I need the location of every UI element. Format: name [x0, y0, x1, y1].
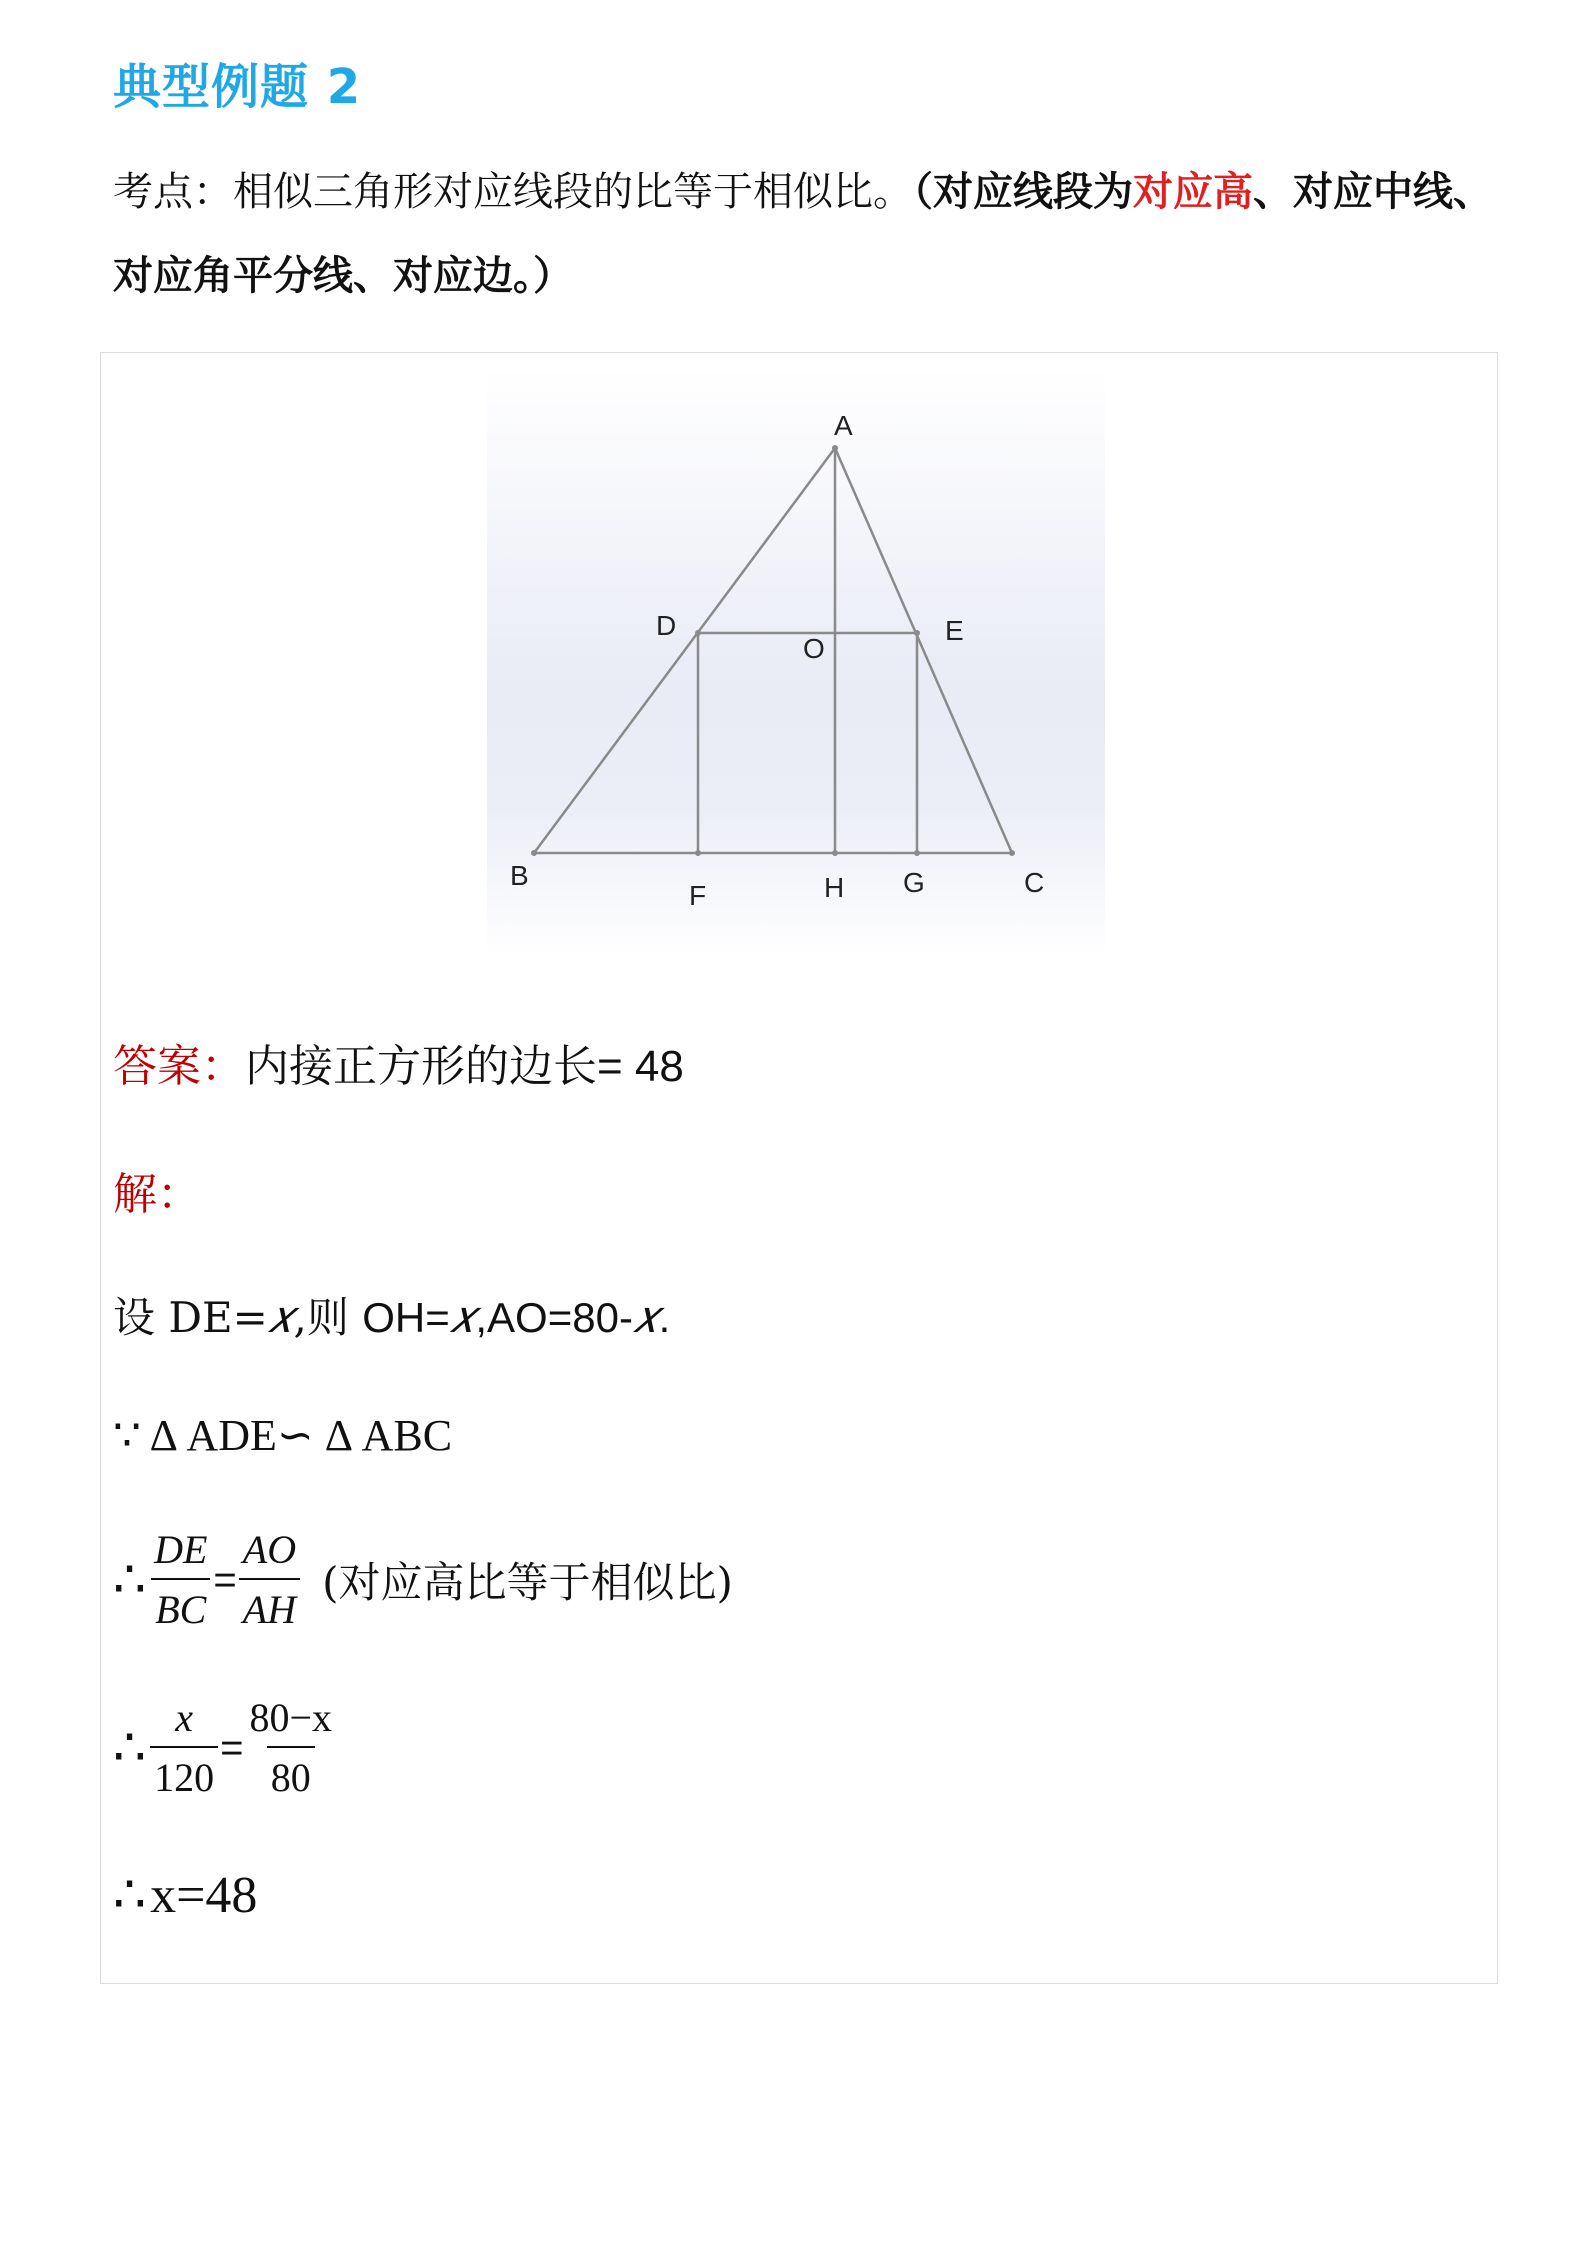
label-f: F — [689, 880, 707, 911]
denominator-80: 80 — [267, 1746, 315, 1798]
label-o: O — [803, 633, 825, 664]
fraction-ao-ah — [239, 1527, 300, 1632]
label-h: H — [824, 872, 845, 903]
page-title: 典型例题 2 — [113, 59, 362, 115]
denominator-bc: BC — [151, 1578, 210, 1630]
numerator-x: x — [175, 1695, 193, 1740]
setup-then: ,则 — [293, 1293, 363, 1342]
ratio-step — [113, 1527, 733, 1632]
answer-value: = 48 — [597, 1042, 684, 1091]
substitution-step — [113, 1695, 336, 1800]
denominator-120: 120 — [150, 1746, 218, 1798]
label-e: E — [945, 615, 964, 646]
equals-sign: = — [213, 1557, 237, 1602]
label-g: G — [903, 867, 925, 898]
setup-x3: 𝑥 — [632, 1291, 659, 1342]
fraction-de-bc — [150, 1527, 211, 1632]
key-point-prefix: 考点：相似三角形对应线段的比等于相似比。 — [113, 169, 913, 215]
numerator-ao: AO — [242, 1527, 297, 1572]
ratio-note: (对应高比等于相似比) — [322, 1558, 733, 1607]
denominator-ah: AH — [239, 1578, 300, 1630]
result-text: x=48 — [150, 1867, 258, 1924]
numerator-80-minus-x: 80−x — [249, 1695, 333, 1740]
equals-sign: = — [220, 1725, 244, 1770]
label-b: B — [510, 860, 529, 891]
key-point-highlight: 对应高 — [1133, 169, 1253, 215]
point-c — [1009, 850, 1015, 856]
setup-x1: 𝑥 — [267, 1291, 294, 1342]
label-a: A — [834, 410, 853, 441]
similarity-statement: ∵ Δ ADE∽ Δ ABC — [113, 1411, 453, 1460]
label-c: C — [1024, 867, 1045, 898]
point-f — [695, 850, 701, 856]
numerator-de: DE — [154, 1527, 208, 1572]
therefore-symbol: ∴ — [113, 1718, 147, 1778]
point-b — [531, 850, 537, 856]
point-a — [832, 445, 838, 451]
setup-end: . — [658, 1294, 671, 1341]
solution-setup — [113, 1285, 670, 1345]
key-point-rest: 、对应中线、对应角平分线、对应边。） — [113, 169, 1493, 299]
point-e — [914, 630, 920, 636]
point-d — [695, 630, 701, 636]
key-point-paren: （对应线段为 — [913, 169, 1133, 215]
setup-let: 设 DE= — [113, 1293, 268, 1342]
figure-background — [487, 365, 1105, 957]
answer-line — [113, 1030, 684, 1094]
answer-text: 内接正方形的边长 — [245, 1041, 597, 1092]
setup-x2: 𝑥 — [449, 1291, 476, 1342]
triangle-figure — [487, 365, 1105, 957]
fraction-80-x-80 — [245, 1695, 336, 1800]
solution-label: 解： — [113, 1169, 201, 1220]
therefore-symbol: ∴ — [113, 1550, 147, 1610]
result-step — [113, 1865, 257, 1925]
setup-oh: OH= — [362, 1294, 450, 1341]
point-g — [914, 850, 920, 856]
label-d: D — [656, 610, 677, 641]
point-h — [832, 850, 838, 856]
fraction-x-120 — [150, 1695, 218, 1800]
therefore-symbol: ∴ — [113, 1865, 147, 1925]
key-point — [113, 150, 1493, 318]
setup-ao: ,AO=80- — [475, 1294, 633, 1341]
answer-label: 答案： — [113, 1041, 245, 1092]
